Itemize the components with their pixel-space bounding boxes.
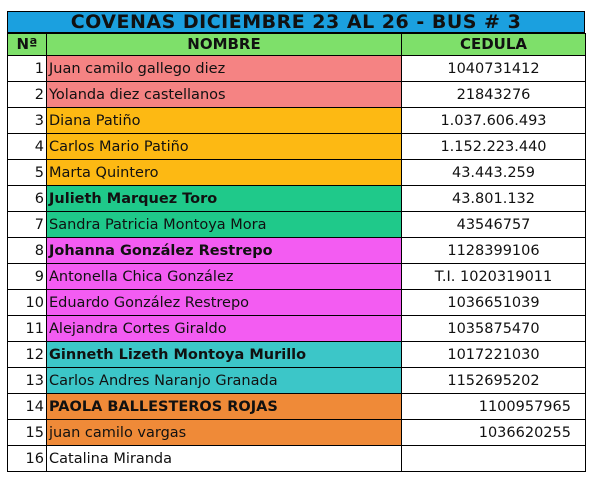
header-row [8,34,586,56]
table-row [8,342,586,368]
cedula-cell[interactable]: 1.152.223.440 [402,134,586,160]
row-number-cell[interactable]: 8 [8,238,47,264]
name-cell[interactable]: Sandra Patricia Montoya Mora [47,212,402,238]
cedula-cell[interactable]: 43.801.132 [402,186,586,212]
row-number-cell[interactable]: 14 [8,394,47,420]
table-row [8,368,586,394]
name-cell[interactable]: Carlos Mario Patiño [47,134,402,160]
cedula-cell[interactable]: 1036620255 [402,420,586,446]
cedula-cell[interactable]: 43546757 [402,212,586,238]
table-row [8,134,586,160]
name-cell[interactable]: Yolanda diez castellanos [47,82,402,108]
row-number-cell[interactable]: 2 [8,82,47,108]
cedula-cell[interactable]: 1035875470 [402,316,586,342]
cedula-cell[interactable]: 43.443.259 [402,160,586,186]
name-cell[interactable]: juan camilo vargas [47,420,402,446]
row-number-cell[interactable]: 12 [8,342,47,368]
row-number-cell[interactable]: 15 [8,420,47,446]
cedula-cell[interactable]: 1017221030 [402,342,586,368]
name-cell[interactable]: PAOLA BALLESTEROS ROJAS [47,394,402,420]
table-row [8,212,586,238]
passenger-table [7,33,586,472]
table-row [8,264,586,290]
table-row [8,108,586,134]
name-cell[interactable]: Juan camilo gallego diez [47,56,402,82]
name-cell[interactable]: Carlos Andres Naranjo Granada [47,368,402,394]
name-cell[interactable]: Alejandra Cortes Giraldo [47,316,402,342]
table-row [8,446,586,472]
name-cell[interactable]: Marta Quintero [47,160,402,186]
table-row [8,394,586,420]
cedula-cell[interactable]: 1036651039 [402,290,586,316]
row-number-cell[interactable]: 3 [8,108,47,134]
cedula-cell[interactable]: 1040731412 [402,56,586,82]
row-number-cell[interactable]: 9 [8,264,47,290]
table-row [8,56,586,82]
row-number-cell[interactable]: 11 [8,316,47,342]
row-number-cell[interactable]: 5 [8,160,47,186]
cedula-cell[interactable]: 1128399106 [402,238,586,264]
row-number-cell[interactable]: 10 [8,290,47,316]
table-row [8,290,586,316]
cedula-cell[interactable]: 1100957965 [402,394,586,420]
row-number-cell[interactable]: 16 [8,446,47,472]
name-cell[interactable]: Diana Patiño [47,108,402,134]
cedula-cell[interactable]: 21843276 [402,82,586,108]
table-row [8,238,586,264]
table-row [8,420,586,446]
table-row [8,82,586,108]
name-cell[interactable]: Johanna González Restrepo [47,238,402,264]
cedula-cell[interactable]: T.I. 1020319011 [402,264,586,290]
cedula-cell[interactable]: 1152695202 [402,368,586,394]
header-num[interactable]: Nª [8,34,47,56]
row-number-cell[interactable]: 7 [8,212,47,238]
table-body [8,56,586,472]
table-row [8,186,586,212]
cedula-cell[interactable]: 1.037.606.493 [402,108,586,134]
header-name[interactable]: NOMBRE [47,34,402,56]
header-cedula[interactable]: CEDULA [402,34,586,56]
row-number-cell[interactable]: 1 [8,56,47,82]
table-row [8,316,586,342]
row-number-cell[interactable]: 13 [8,368,47,394]
cedula-cell[interactable] [402,446,586,472]
name-cell[interactable]: Ginneth Lizeth Montoya Murillo [47,342,402,368]
name-cell[interactable]: Antonella Chica González [47,264,402,290]
row-number-cell[interactable]: 4 [8,134,47,160]
spreadsheet [7,11,586,472]
name-cell[interactable]: Eduardo González Restrepo [47,290,402,316]
name-cell[interactable]: Julieth Marquez Toro [47,186,402,212]
table-row [8,160,586,186]
name-cell[interactable]: Catalina Miranda [47,446,402,472]
row-number-cell[interactable]: 6 [8,186,47,212]
sheet-title[interactable]: COVENAS DICIEMBRE 23 AL 26 - BUS # 3 [7,11,585,33]
